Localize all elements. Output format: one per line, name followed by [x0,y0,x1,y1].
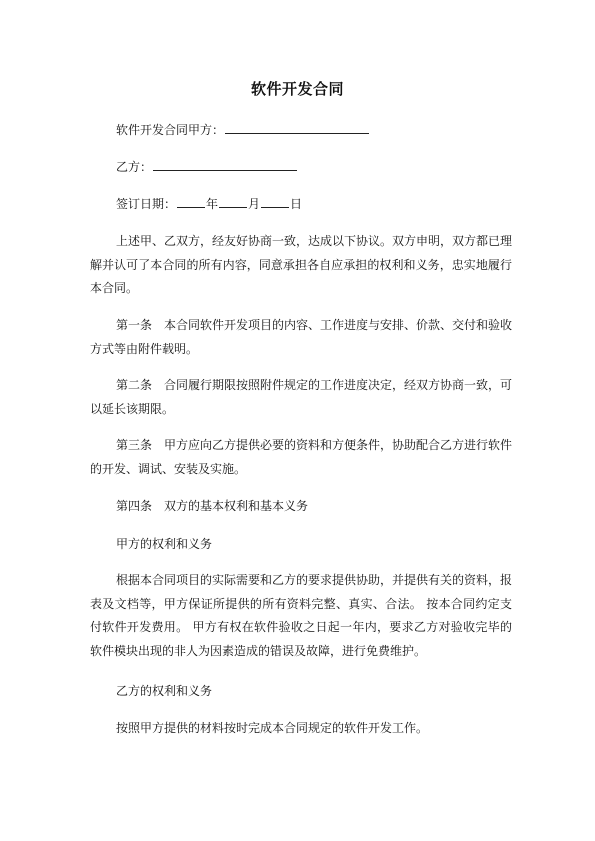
sign-date-line [116,195,302,212]
sign-date-label: 签订日期： [116,197,177,211]
month-blank [219,195,247,208]
article-1-paragraph: 第一条 本合同软件开发项目的内容、工作进度与安排、价款、交付和验收方式等由附件载明。 [90,318,513,356]
year-blank [177,195,205,208]
party-a-blank [225,121,369,134]
party-a-label: 软件开发合同甲方： [116,123,225,137]
page-title: 软件开发合同 [250,80,344,98]
intro-paragraph: 上述甲、乙双方，经友好协商一致，达成以下协议。双方申明，双方都已理解并认可了本合同的所有内容，同意承担各自应承担的权利和义务，忠实地履行本合同。 [90,234,513,295]
party-a-rights-heading: 甲方的权利和义务 [116,537,213,551]
month-label: 月 [248,197,261,211]
article-2-paragraph: 第二条 合同履行期限按照附件规定的工作进度决定，经双方协商一致，可以延长该期限。 [90,378,513,416]
party-b-label: 乙方： [116,160,153,174]
article-4-heading: 第四条 双方的基本权利和基本义务 [116,499,309,513]
party-a-rights-body: 根据本合同项目的实际需要和乙方的要求提供协助，并提供有关的资料，报表及文档等，甲方保证所提供的所有资料完整、真实、合法。 按本合同约定支付软件开发费用。 甲方有权在软件验收之日起一年内，要求乙方对验收完毕的软件模块出现的非人为因素造成的错误及故障，进行免费维护。 [90,573,513,658]
article-3-paragraph: 第三条 甲方应向乙方提供必要的资料和方便条件，协助配合乙方进行软件的开发、调试、安装及实施。 [90,438,513,476]
party-b-rights-body: 按照甲方提供的材料按时完成本合同规定的软件开发工作。 [116,721,429,735]
party-b-rights-heading: 乙方的权利和义务 [116,684,213,698]
year-label: 年 [206,197,219,211]
party-b-line [116,158,298,175]
day-label: 日 [290,197,303,211]
party-b-blank [153,158,297,171]
day-blank [261,195,289,208]
party-a-line [116,121,370,138]
